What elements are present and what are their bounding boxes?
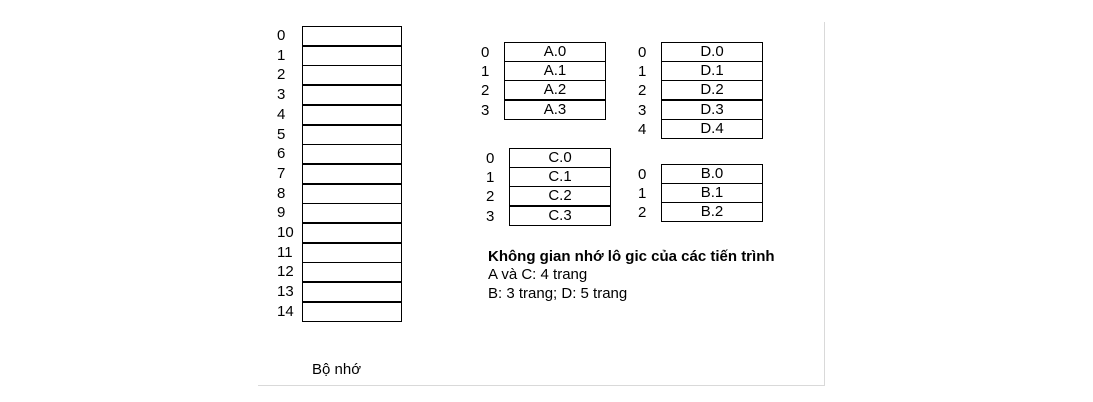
page-cell-d: D.0 — [661, 42, 763, 62]
page-cell-c: C.1 — [509, 167, 611, 187]
page-index-label: 3 — [486, 207, 495, 225]
page-cell-c: C.2 — [509, 186, 611, 206]
page-cell-b: B.2 — [661, 202, 763, 222]
page-index-label: 2 — [638, 82, 647, 100]
memory-index-label: 12 — [277, 263, 294, 281]
memory-frame — [302, 65, 402, 85]
page-index-label: 0 — [638, 44, 647, 61]
memory-frame — [302, 184, 402, 204]
memory-frame — [302, 46, 402, 66]
memory-frame — [302, 105, 402, 125]
memory-index-label: 4 — [277, 105, 286, 123]
page-cell-a: A.3 — [504, 100, 606, 120]
memory-index-label: 8 — [277, 184, 286, 202]
page-index-label: 1 — [638, 63, 647, 81]
page-cell-a: A.0 — [504, 42, 606, 62]
page-cell-a: A.2 — [504, 80, 606, 100]
page-index-label: 2 — [486, 188, 495, 206]
page-index-label: 0 — [638, 166, 647, 183]
page-index-label: 2 — [638, 204, 647, 222]
memory-index-label: 3 — [277, 86, 286, 104]
memory-index-label: 7 — [277, 164, 286, 182]
page-cell-b: B.1 — [661, 183, 763, 203]
memory-index-label: 1 — [277, 46, 286, 64]
page-cell-d: D.4 — [661, 119, 763, 139]
page-cell-d: D.2 — [661, 80, 763, 100]
page-cell-c: C.0 — [509, 148, 611, 168]
page-index-label: 0 — [486, 150, 495, 167]
memory-index-label: 2 — [277, 66, 286, 84]
memory-frame — [302, 302, 402, 322]
memory-frame — [302, 203, 402, 223]
memory-index-label: 6 — [277, 145, 286, 163]
memory-index-label: 5 — [277, 125, 286, 143]
page-cell-d: D.1 — [661, 61, 763, 81]
memory-frame — [302, 282, 402, 302]
memory-frame — [302, 85, 402, 105]
page-index-label: 2 — [481, 82, 490, 100]
caption-line-1: A và C: 4 trang — [488, 266, 588, 283]
page-cell-c: C.3 — [509, 206, 611, 226]
page-index-label: 1 — [481, 63, 490, 81]
memory-frame — [302, 144, 402, 164]
memory-frame — [302, 164, 402, 184]
memory-index-label: 10 — [277, 224, 294, 241]
page-index-label: 4 — [638, 120, 647, 138]
page-cell-d: D.3 — [661, 100, 763, 120]
memory-frame — [302, 223, 402, 243]
page-index-label: 3 — [481, 101, 490, 119]
page-cell-b: B.0 — [661, 164, 763, 184]
memory-index-label: 0 — [277, 27, 286, 44]
memory-index-label: 11 — [277, 243, 293, 261]
memory-index-label: 9 — [277, 204, 286, 222]
memory-label: Bộ nhớ — [312, 361, 362, 378]
caption-title: Không gian nhớ lô gic của các tiến trình — [488, 248, 775, 265]
memory-index-label: 14 — [277, 302, 294, 320]
page-index-label: 1 — [486, 169, 495, 187]
page-index-label: 3 — [638, 101, 647, 119]
caption-line-2: B: 3 trang; D: 5 trang — [488, 285, 628, 302]
page-index-label: 1 — [638, 185, 647, 203]
memory-index-label: 13 — [277, 283, 294, 301]
memory-frame — [302, 243, 402, 263]
memory-frame — [302, 26, 402, 46]
memory-frame — [302, 125, 402, 145]
page-index-label: 0 — [481, 44, 490, 61]
page-cell-a: A.1 — [504, 61, 606, 81]
memory-frame — [302, 262, 402, 282]
